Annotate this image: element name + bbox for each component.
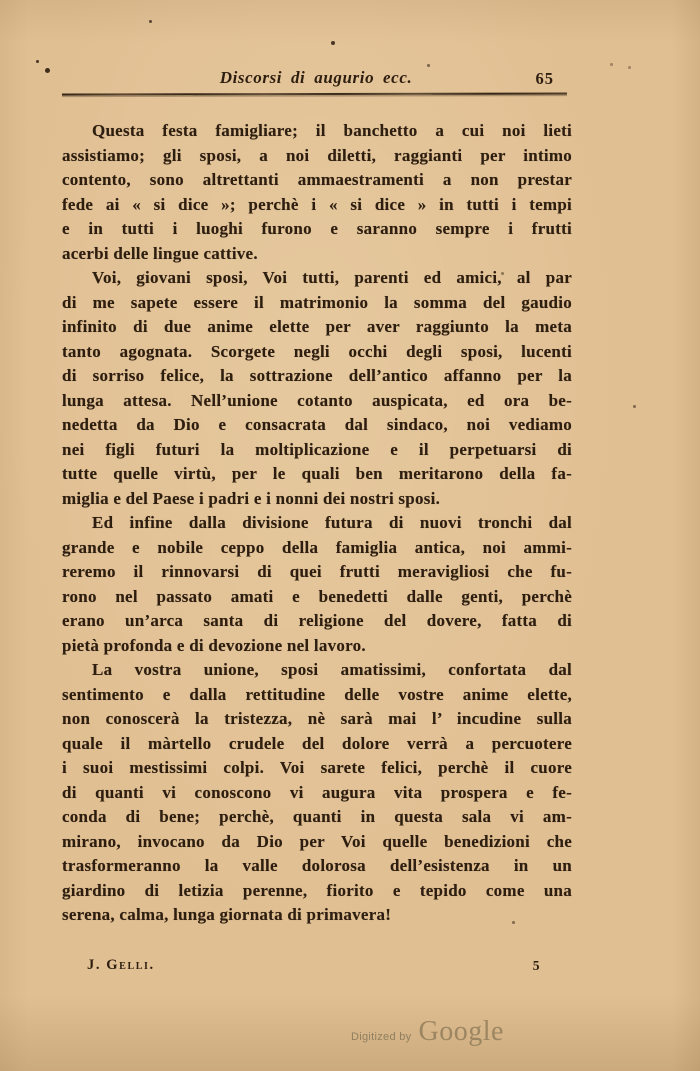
- text-line: erano un’arca santa di religione del dovere, fatta di: [62, 611, 572, 630]
- header-rule: [62, 92, 567, 95]
- text-line: tutte quelle virtù, per le quali ben meritarono della fa-: [62, 464, 572, 483]
- text-line: lunga attesa. Nell’unione cotanto auspicata, ed ora be-: [62, 390, 572, 410]
- author-signature: J. Gelli.: [87, 957, 155, 973]
- text-line: conda di bene; perchè, quanti in questa sala vi am-: [62, 807, 572, 826]
- text-line: Voi, giovani sposi, Voi tutti, parenti ed amici, al par: [92, 268, 572, 287]
- ink-speck: [610, 63, 613, 66]
- text-line: fede ai « si dice »; perchè i « si dice » in tutti i tempi: [62, 194, 572, 214]
- paragraph: [62, 511, 572, 658]
- text-line: infinito di due anime elette per aver raggiunto la meta: [62, 317, 572, 336]
- watermark-prefix-label: Digitized by: [351, 1031, 412, 1043]
- paragraph: [62, 119, 572, 266]
- text-line: assistiamo; gli sposi, a noi diletti, raggianti per intimo: [62, 145, 572, 165]
- text-line: quale il màrtello crudele del dolore verrà a percuotere: [62, 733, 572, 753]
- page-footer: [62, 957, 572, 979]
- text-line: di quanti vi conoscono vi augura vita prospera e fe-: [62, 782, 572, 802]
- text-line: Questa festa famigliare; il banchetto a cui noi lieti: [92, 121, 572, 140]
- text-line: nei figli futuri la moltiplicazione e il perpetuarsi di: [62, 439, 572, 459]
- page-header: [62, 68, 570, 92]
- ink-speck: [331, 41, 335, 45]
- google-logo: Google: [418, 1016, 504, 1047]
- sheet-number: 5: [532, 958, 540, 973]
- ink-speck: [628, 66, 631, 69]
- paragraph: [62, 266, 572, 511]
- page-body: [62, 119, 572, 928]
- ink-speck: [149, 20, 152, 23]
- text-line: nedetta da Dio e consacrata dal sindaco, noi vediamo: [62, 415, 572, 434]
- text-line: contento, sono altrettanti ammaestramenti a non prestar: [62, 170, 572, 189]
- text-line: e in tutti i luoghi furono e saranno sempre i frutti: [62, 219, 572, 238]
- text-line: grande e nobile ceppo della famiglia antica, noi ammi-: [62, 537, 572, 557]
- text-line: La vostra unione, sposi amatissimi, confortata dal: [92, 660, 572, 679]
- text-line: di me sapete essere il matrimonio la somma del gaudio: [62, 292, 572, 312]
- text-line: tanto agognata. Scorgete negli occhi degli sposi, lucenti: [62, 341, 572, 361]
- text-line: rono nel passato amati e benedetti dalle genti, perchè: [62, 586, 572, 606]
- ink-speck: [45, 68, 50, 73]
- text-line: i suoi mestissimi colpi. Voi sarete felici, perchè il cuore: [62, 758, 572, 777]
- text-line: acerbi delle lingue cattive.: [62, 243, 258, 263]
- paragraph: [62, 658, 572, 928]
- ink-speck: [36, 60, 39, 63]
- text-line: miglia e del Paese i padri e i nonni dei nostri sposi.: [62, 488, 441, 508]
- ink-speck: [427, 64, 430, 67]
- text-line: giardino di letizia perenne, fiorito e tepido come una: [62, 880, 572, 900]
- ink-speck: [633, 405, 636, 408]
- google-watermark: [351, 1016, 504, 1048]
- text-line: serena, calma, lunga giornata di primavera!: [62, 905, 392, 924]
- text-line: reremo il rinnovarsi di quei frutti meravigliosi che fu-: [62, 562, 572, 581]
- running-title: Discorsi di augurio ecc.: [219, 68, 413, 87]
- text-line: sentimento e dalla rettitudine delle vostre anime elette,: [62, 684, 572, 704]
- text-line: mirano, invocano da Dio per Voi quelle benedizioni che: [62, 831, 572, 851]
- text-line: Ed infine dalla divisione futura di nuovi tronchi dal: [92, 513, 572, 532]
- text-line: di sorriso felice, la sottrazione dell’antico affanno per la: [62, 366, 572, 385]
- text-line: trasformeranno la valle dolorosa dell’esistenza in un: [62, 856, 572, 875]
- text-line: pietà profonda e di devozione nel lavoro.: [62, 635, 366, 655]
- page-number: 65: [535, 69, 554, 88]
- text-line: non conoscerà la tristezza, nè sarà mai l’ incudine sulla: [62, 709, 572, 728]
